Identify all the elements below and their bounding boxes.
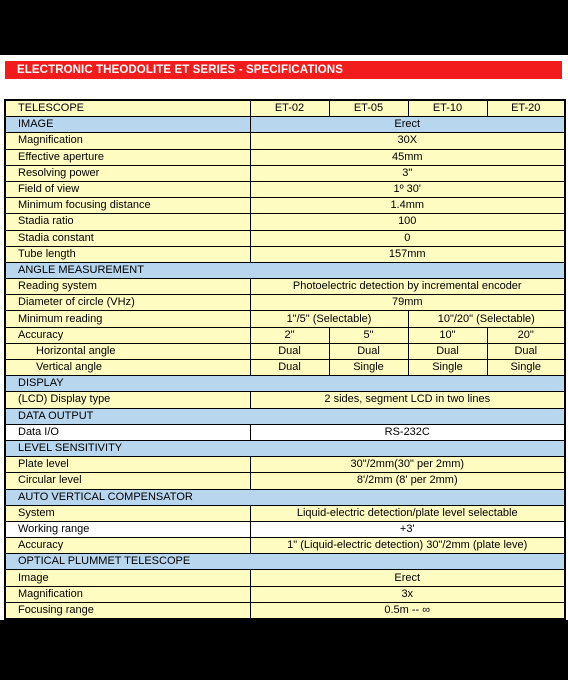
table-row: Focusing range 0.5m -- ∞ <box>5 602 565 619</box>
section-header-data-output: DATA OUTPUT <box>5 408 565 424</box>
spec-table <box>4 99 566 620</box>
table-row: Resolving power 3" <box>5 165 565 181</box>
section-header-display: DISPLAY <box>5 376 565 392</box>
table-row: Data I/O RS-232C <box>5 424 565 440</box>
page-title-banner: ELECTRONIC THEODOLITE ET SERIES - SPECIFICATIONS <box>5 61 562 79</box>
section-header-plummet: OPTICAL PLUMMET TELESCOPE <box>5 554 565 570</box>
table-row: Accuracy 2" 5" 10" 20" <box>5 327 565 343</box>
table-row: Circular level 8'/2mm (8' per 2mm) <box>5 473 565 489</box>
table-row: Minimum reading 1"/5" (Selectable) 10"/20" (Selectable) <box>5 311 565 327</box>
section-header-angle: ANGLE MEASUREMENT <box>5 262 565 278</box>
table-row: Stadia ratio 100 <box>5 214 565 230</box>
section-header-compensator: AUTO VERTICAL COMPENSATOR <box>5 489 565 505</box>
table-row: Field of view 1º 30' <box>5 181 565 197</box>
table-row: Image Erect <box>5 570 565 586</box>
spec-page <box>0 55 568 620</box>
table-row: Working range +3' <box>5 521 565 537</box>
table-row: Plate level 30"/2mm(30" per 2mm) <box>5 457 565 473</box>
table-row: Magnification 30X <box>5 133 565 149</box>
section-header-level: LEVEL SENSITIVITY <box>5 440 565 456</box>
section-header-image: IMAGE Erect <box>5 117 565 133</box>
table-row: Magnification 3x <box>5 586 565 602</box>
table-row: Accuracy 1" (Liquid-electric detection) 30"/2mm (plate leve) <box>5 538 565 554</box>
model-et02: ET-02 <box>250 100 329 117</box>
table-header-row <box>5 100 565 117</box>
table-row: Tube length 157mm <box>5 246 565 262</box>
model-et10: ET-10 <box>408 100 487 117</box>
model-et05: ET-05 <box>329 100 408 117</box>
table-row: Stadia constant 0 <box>5 230 565 246</box>
table-row: Vertical angle Dual Single Single Single <box>5 360 565 376</box>
table-row: Horizontal angle Dual Dual Dual Dual <box>5 343 565 359</box>
table-row: Minimum focusing distance 1.4mm <box>5 198 565 214</box>
table-row: (LCD) Display type 2 sides, segment LCD in two lines <box>5 392 565 408</box>
table-row: Reading system Photoelectric detection by incremental encoder <box>5 279 565 295</box>
model-et20: ET-20 <box>487 100 565 117</box>
table-row: Diameter of circle (VHz) 79mm <box>5 295 565 311</box>
table-row: System Liquid-electric detection/plate level selectable <box>5 505 565 521</box>
telescope-header: TELESCOPE <box>5 100 250 117</box>
table-row: Effective aperture 45mm <box>5 149 565 165</box>
